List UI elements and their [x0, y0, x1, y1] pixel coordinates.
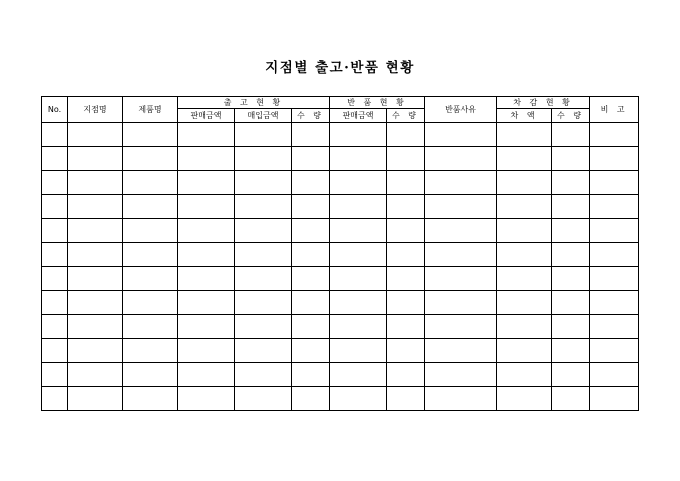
table-cell[interactable] — [590, 171, 639, 195]
table-row — [42, 291, 639, 315]
table-cell[interactable] — [552, 363, 590, 387]
remarks-header: 비 고 — [590, 97, 639, 123]
table-cell[interactable] — [387, 315, 425, 339]
table-cell[interactable] — [590, 315, 639, 339]
return-quantity-header: 수 량 — [387, 109, 425, 123]
table-cell[interactable] — [497, 243, 552, 267]
table-cell[interactable] — [42, 123, 68, 147]
table-cell[interactable] — [330, 387, 387, 411]
table-cell[interactable] — [123, 123, 178, 147]
table-cell[interactable] — [425, 195, 497, 219]
table-cell[interactable] — [330, 363, 387, 387]
table-row — [42, 195, 639, 219]
table-cell[interactable] — [42, 195, 68, 219]
table-cell[interactable] — [425, 171, 497, 195]
table-cell[interactable] — [292, 147, 330, 171]
table-cell[interactable] — [42, 267, 68, 291]
table-row — [42, 363, 639, 387]
table-row — [42, 267, 639, 291]
return-reason-header: 반품사유 — [425, 97, 497, 123]
table-cell[interactable] — [68, 171, 123, 195]
table-cell[interactable] — [497, 315, 552, 339]
table-cell[interactable] — [497, 339, 552, 363]
table-cell[interactable] — [497, 171, 552, 195]
table-cell[interactable] — [590, 267, 639, 291]
return-sales-amount-header: 판매금액 — [330, 109, 387, 123]
table-cell[interactable] — [68, 243, 123, 267]
table-cell[interactable] — [178, 171, 235, 195]
table-cell[interactable] — [292, 195, 330, 219]
table-cell[interactable] — [123, 315, 178, 339]
table-cell[interactable] — [178, 339, 235, 363]
shipment-sales-amount-header: 판매금액 — [178, 109, 235, 123]
table-cell[interactable] — [123, 243, 178, 267]
table-cell[interactable] — [425, 339, 497, 363]
table-cell[interactable] — [590, 243, 639, 267]
shipment-return-table — [41, 96, 639, 411]
table-cell[interactable] — [590, 123, 639, 147]
table-row — [42, 243, 639, 267]
table-cell[interactable] — [123, 339, 178, 363]
table-cell[interactable] — [330, 147, 387, 171]
table-cell[interactable] — [292, 363, 330, 387]
table-cell[interactable] — [552, 315, 590, 339]
table-cell[interactable] — [235, 315, 292, 339]
table-cell[interactable] — [425, 147, 497, 171]
table-cell[interactable] — [123, 195, 178, 219]
table-cell[interactable] — [497, 291, 552, 315]
table-cell[interactable] — [42, 243, 68, 267]
table-cell[interactable] — [425, 387, 497, 411]
table-row — [42, 315, 639, 339]
table-cell[interactable] — [590, 195, 639, 219]
table-row — [42, 171, 639, 195]
table-cell[interactable] — [387, 171, 425, 195]
table-cell[interactable] — [235, 171, 292, 195]
table-cell[interactable] — [178, 195, 235, 219]
table-cell[interactable] — [178, 243, 235, 267]
table-cell[interactable] — [123, 147, 178, 171]
table-row — [42, 339, 639, 363]
table-cell[interactable] — [552, 267, 590, 291]
table-cell[interactable] — [330, 123, 387, 147]
product-header: 제품명 — [123, 97, 178, 123]
table-cell[interactable] — [590, 219, 639, 243]
table-cell[interactable] — [552, 195, 590, 219]
table-cell[interactable] — [387, 291, 425, 315]
table-cell[interactable] — [178, 147, 235, 171]
table-cell[interactable] — [552, 387, 590, 411]
table-cell[interactable] — [68, 363, 123, 387]
table-cell[interactable] — [235, 267, 292, 291]
table-cell[interactable] — [590, 363, 639, 387]
table-cell[interactable] — [123, 387, 178, 411]
table-cell[interactable] — [292, 387, 330, 411]
table-cell[interactable] — [178, 219, 235, 243]
table-cell[interactable] — [330, 315, 387, 339]
return-status-header: 반 품 현 황 — [330, 97, 425, 109]
table-cell[interactable] — [68, 195, 123, 219]
table-cell[interactable] — [552, 291, 590, 315]
table-cell[interactable] — [235, 387, 292, 411]
table-cell[interactable] — [387, 147, 425, 171]
branch-header: 지점명 — [68, 97, 123, 123]
table-cell[interactable] — [387, 219, 425, 243]
table-cell[interactable] — [68, 291, 123, 315]
table-cell[interactable] — [235, 363, 292, 387]
table-cell[interactable] — [68, 219, 123, 243]
table-cell[interactable] — [497, 387, 552, 411]
table-cell[interactable] — [330, 171, 387, 195]
table-cell[interactable] — [425, 363, 497, 387]
table-row — [42, 123, 639, 147]
table-cell[interactable] — [552, 339, 590, 363]
table-row — [42, 147, 639, 171]
table-cell[interactable] — [178, 267, 235, 291]
table-cell[interactable] — [123, 363, 178, 387]
table-cell[interactable] — [292, 267, 330, 291]
table-cell[interactable] — [292, 219, 330, 243]
table-cell[interactable] — [178, 363, 235, 387]
difference-quantity-header: 수 량 — [552, 109, 590, 123]
table-cell[interactable] — [292, 171, 330, 195]
table-cell[interactable] — [330, 243, 387, 267]
table-cell[interactable] — [68, 315, 123, 339]
table-row — [42, 219, 639, 243]
table-cell[interactable] — [387, 387, 425, 411]
shipment-quantity-header: 수 량 — [292, 109, 330, 123]
table-cell[interactable] — [68, 339, 123, 363]
table-cell[interactable] — [387, 267, 425, 291]
table-cell[interactable] — [42, 147, 68, 171]
table-cell[interactable] — [497, 267, 552, 291]
table-cell[interactable] — [68, 147, 123, 171]
deduction-status-header: 차 감 현 황 — [497, 97, 590, 109]
table-cell[interactable] — [42, 363, 68, 387]
table-cell[interactable] — [330, 339, 387, 363]
table-cell[interactable] — [425, 291, 497, 315]
difference-amount-header: 차 액 — [497, 109, 552, 123]
table-cell[interactable] — [42, 219, 68, 243]
table-cell[interactable] — [235, 291, 292, 315]
table-cell[interactable] — [292, 243, 330, 267]
table-cell[interactable] — [497, 123, 552, 147]
table-cell[interactable] — [497, 195, 552, 219]
table-cell[interactable] — [330, 291, 387, 315]
page-title: 지점별 출고·반품 현황 — [265, 60, 415, 76]
table-cell[interactable] — [497, 219, 552, 243]
table-cell[interactable] — [292, 339, 330, 363]
table-cell[interactable] — [590, 387, 639, 411]
table-cell[interactable] — [68, 267, 123, 291]
table-cell[interactable] — [292, 315, 330, 339]
table-cell[interactable] — [178, 123, 235, 147]
table-cell[interactable] — [425, 219, 497, 243]
table-cell[interactable] — [552, 171, 590, 195]
table-cell[interactable] — [425, 315, 497, 339]
table-cell[interactable] — [590, 147, 639, 171]
table-cell[interactable] — [178, 291, 235, 315]
table-cell[interactable] — [178, 387, 235, 411]
table-cell[interactable] — [552, 243, 590, 267]
table-cell[interactable] — [497, 363, 552, 387]
table-cell[interactable] — [42, 387, 68, 411]
shipment-purchase-amount-header: 매입금액 — [235, 109, 292, 123]
table-cell[interactable] — [42, 339, 68, 363]
table-cell[interactable] — [387, 243, 425, 267]
table-cell[interactable] — [42, 171, 68, 195]
table-cell[interactable] — [330, 195, 387, 219]
table-cell[interactable] — [425, 123, 497, 147]
table-cell[interactable] — [552, 123, 590, 147]
table-cell[interactable] — [235, 243, 292, 267]
table-cell[interactable] — [178, 315, 235, 339]
shipment-status-header: 출 고 현 황 — [178, 97, 330, 109]
table-cell[interactable] — [42, 315, 68, 339]
table-cell[interactable] — [590, 291, 639, 315]
table-cell[interactable] — [330, 219, 387, 243]
table-cell[interactable] — [552, 219, 590, 243]
table-cell[interactable] — [235, 123, 292, 147]
table-cell[interactable] — [387, 123, 425, 147]
table-cell[interactable] — [292, 123, 330, 147]
table-cell[interactable] — [387, 363, 425, 387]
table-cell[interactable] — [123, 291, 178, 315]
table-cell[interactable] — [123, 171, 178, 195]
table-cell[interactable] — [425, 267, 497, 291]
table-cell[interactable] — [425, 243, 497, 267]
no-header: No. — [42, 97, 68, 123]
table-cell[interactable] — [387, 195, 425, 219]
table-cell[interactable] — [42, 291, 68, 315]
table-cell[interactable] — [68, 123, 123, 147]
table-cell[interactable] — [590, 339, 639, 363]
table-cell[interactable] — [235, 195, 292, 219]
table-cell[interactable] — [68, 387, 123, 411]
table-cell[interactable] — [235, 147, 292, 171]
table-cell[interactable] — [387, 339, 425, 363]
table-cell[interactable] — [123, 267, 178, 291]
table-cell[interactable] — [330, 267, 387, 291]
table-cell[interactable] — [552, 147, 590, 171]
table-cell[interactable] — [292, 291, 330, 315]
table-row — [42, 387, 639, 411]
table-cell[interactable] — [497, 147, 552, 171]
table-cell[interactable] — [123, 219, 178, 243]
table-cell[interactable] — [235, 339, 292, 363]
table-cell[interactable] — [235, 219, 292, 243]
